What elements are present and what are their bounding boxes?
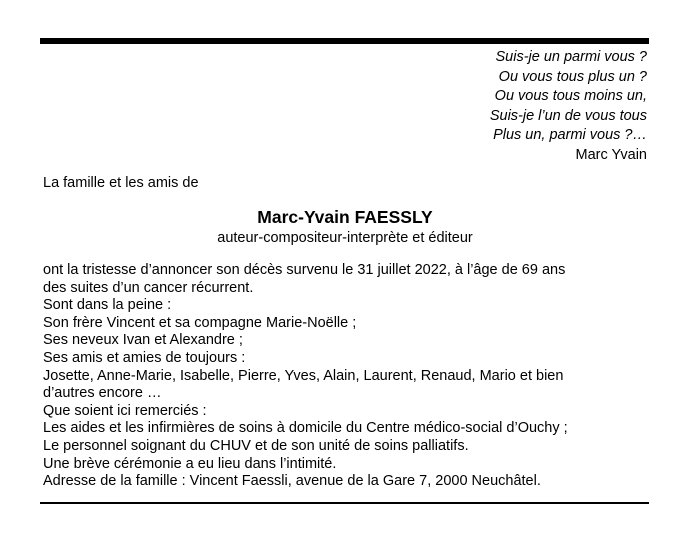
poem-line: Ou vous tous moins un, <box>494 88 647 104</box>
announcement-body <box>43 262 653 491</box>
body-line: Les aides et les infirmières de soins à domicile du Centre médico-social d’Ouchy ; <box>43 420 568 437</box>
deceased-title: auteur-compositeur-interprète et éditeur <box>217 230 473 246</box>
poem-line: Suis-je un parmi vous ? <box>495 49 647 65</box>
body-line: Le personnel soignant du CHUV et de son unité de soins palliatifs. <box>43 437 469 454</box>
bottom-rule <box>40 502 649 504</box>
body-line: Sont dans la peine : <box>43 297 172 314</box>
body-line: des suites d’un cancer récurrent. <box>43 279 254 296</box>
body-line: Son frère Vincent et sa compagne Marie-Noëlle ; <box>43 314 357 331</box>
body-line: Une brève cérémonie a eu lieu dans l’intimité. <box>43 455 337 472</box>
body-line: Adresse de la famille : Vincent Faessli, avenue de la Gare 7, 2000 Neuchâtel. <box>43 473 541 490</box>
body-line: Que soient ici remerciés : <box>43 402 207 419</box>
top-rule <box>40 38 649 44</box>
epigraph-poem <box>490 48 647 165</box>
deceased-name: Marc-Yvain FAESSLY <box>257 207 433 227</box>
poem-line: Plus un, parmi vous ?… <box>493 127 647 143</box>
body-line: ont la tristesse d’annoncer son décès survenu le 31 juillet 2022, à l’âge de 69 ans <box>43 262 566 278</box>
body-line: Josette, Anne-Marie, Isabelle, Pierre, Yves, Alain, Laurent, Renaud, Mario et bien <box>43 367 564 384</box>
poem-line: Ou vous tous plus un ? <box>498 68 647 85</box>
body-line: Ses amis et amies de toujours : <box>43 349 246 366</box>
poem-line: Suis-je l’un de vous tous <box>489 107 647 124</box>
body-line: d’autres encore … <box>43 385 162 402</box>
intro-text: La famille et les amis de <box>43 175 199 191</box>
body-line: Ses neveux Ivan et Alexandre ; <box>43 332 243 349</box>
poem-author: Marc Yvain <box>575 146 647 163</box>
